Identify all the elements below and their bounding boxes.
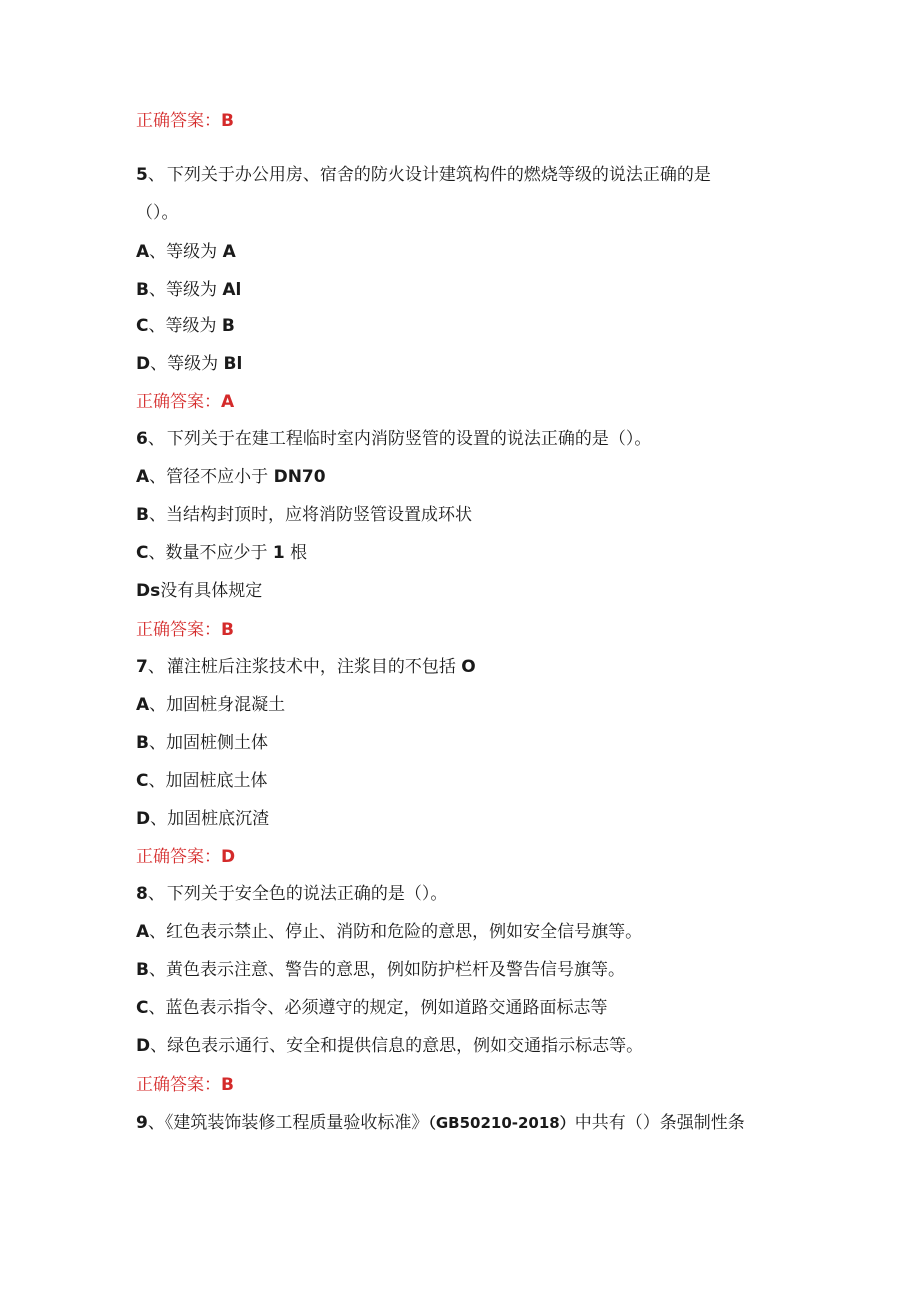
option-key: A xyxy=(136,922,150,942)
option-text: 加固桩底土体 xyxy=(165,771,268,791)
option-text: 等级为 xyxy=(165,316,222,336)
option-text: 数量不应少于 xyxy=(165,543,273,563)
answer-value: D xyxy=(221,847,236,867)
option-sep: 、 xyxy=(149,467,167,487)
answer-label: 正确答案： xyxy=(136,111,221,131)
answer-value: B xyxy=(221,111,234,131)
option-sep: 、 xyxy=(148,960,166,980)
standard-code: （GB50210-2018） xyxy=(428,1114,575,1132)
option-sep: 、 xyxy=(150,354,168,374)
option-b xyxy=(136,280,241,300)
option-key: A xyxy=(136,467,150,487)
option-b xyxy=(136,960,625,980)
option-key: D xyxy=(136,1036,151,1056)
option-key: C xyxy=(136,998,149,1018)
question-tail: O xyxy=(461,657,476,677)
answer-line xyxy=(136,620,234,640)
question-5-continuation xyxy=(136,203,179,223)
option-c xyxy=(136,543,307,563)
option-key: C xyxy=(136,316,149,336)
option-text: 黄色表示注意、警告的意思，例如防护栏杆及警告信号旗等。 xyxy=(165,960,625,980)
question-text: 下列关于办公用房、宿舍的防火设计建筑构件的燃烧等级的说法正确的是 xyxy=(166,165,711,185)
question-5: 5、 下列关于办公用房、宿舍的防火设计建筑构件的燃烧等级的说法正确的是 xyxy=(136,165,711,185)
question-text: 、《建筑装饰装修工程质量验收标准》 xyxy=(147,1113,429,1133)
option-key: B xyxy=(136,505,149,525)
option-sep: 、 xyxy=(148,733,166,753)
option-key: C xyxy=(136,543,149,563)
question-number: 9 xyxy=(136,1113,148,1133)
question-number: 8 xyxy=(136,884,148,904)
option-sep: 、 xyxy=(150,809,168,829)
option-sep: 、 xyxy=(148,771,166,791)
option-text: 管径不应小于 xyxy=(166,467,274,487)
option-tail: B xyxy=(221,316,235,336)
question-text-cont: 中共有（）条强制性条 xyxy=(574,1113,745,1133)
option-key: B xyxy=(136,960,149,980)
answer-value: A xyxy=(221,392,235,412)
answer-line xyxy=(136,1075,234,1095)
option-key: C xyxy=(136,771,149,791)
option-text: 蓝色表示指令、必须遵守的规定，例如道路交通路面标志等 xyxy=(165,998,608,1018)
option-tail: DN70 xyxy=(273,467,326,487)
option-text: 当结构封顶时，应将消防竖管设置成环状 xyxy=(165,505,472,525)
option-text: 等级为 xyxy=(165,280,223,300)
answer-value: B xyxy=(221,620,234,640)
option-tail: Al xyxy=(222,280,242,300)
option-text: 等级为 xyxy=(166,242,223,262)
option-c xyxy=(136,771,267,791)
option-sep: 、 xyxy=(148,505,166,525)
option-key: B xyxy=(136,280,149,300)
option-a xyxy=(136,695,285,715)
option-key: B xyxy=(136,733,149,753)
option-key: A xyxy=(136,695,150,715)
answer-label: 正确答案： xyxy=(136,392,221,412)
option-tail: 1 xyxy=(272,543,285,563)
answer-label: 正确答案： xyxy=(136,620,221,640)
question-text: 下列关于在建工程临时室内消防竖管的设置的说法正确的是（）。 xyxy=(166,429,652,449)
option-sep: 、 xyxy=(149,242,167,262)
option-sep: 、 xyxy=(148,280,166,300)
answer-line xyxy=(136,111,234,131)
answer-line xyxy=(136,392,234,412)
option-text: 没有具体规定 xyxy=(160,581,263,601)
option-b xyxy=(136,505,472,525)
option-sep: 、 xyxy=(150,1036,168,1056)
option-text: 等级为 xyxy=(167,354,224,374)
option-text: 红色表示禁止、停止、消防和危险的意思，例如安全信号旗等。 xyxy=(166,922,643,942)
option-sep: 、 xyxy=(148,543,166,563)
answer-line xyxy=(136,847,235,867)
option-d xyxy=(136,809,269,829)
option-text: 绿色表示通行、安全和提供信息的意思，例如交通指示标志等。 xyxy=(167,1036,644,1056)
option-text: 加固桩底沉渣 xyxy=(167,809,270,829)
option-d xyxy=(136,354,242,374)
option-a xyxy=(136,467,326,487)
option-sep: 、 xyxy=(149,695,167,715)
option-after: 根 xyxy=(284,543,308,563)
option-a xyxy=(136,922,642,942)
option-text: 加固桩身混凝土 xyxy=(166,695,286,715)
option-a xyxy=(136,242,236,262)
option-tail: Bl xyxy=(223,354,243,374)
option-c xyxy=(136,998,607,1018)
question-number: 5 xyxy=(136,165,148,185)
question-7: 7、 灌注桩后注浆技术中，注浆目的不包括 O xyxy=(136,657,476,677)
option-key: D xyxy=(136,354,151,374)
question-text: 下列关于安全色的说法正确的是（）。 xyxy=(166,884,448,904)
option-sep: 、 xyxy=(148,316,166,336)
question-number: 7 xyxy=(136,657,148,677)
option-tail: A xyxy=(222,242,236,262)
answer-label: 正确答案： xyxy=(136,847,221,867)
option-sep: 、 xyxy=(149,922,167,942)
option-text: 加固桩侧土体 xyxy=(165,733,268,753)
option-c xyxy=(136,316,235,336)
question-6: 6、 下列关于在建工程临时室内消防竖管的设置的说法正确的是（）。 xyxy=(136,429,652,449)
answer-value: B xyxy=(221,1075,234,1095)
option-sep: 、 xyxy=(148,998,166,1018)
question-text: 灌注桩后注浆技术中，注浆目的不包括 xyxy=(166,657,462,677)
option-d xyxy=(136,1036,643,1056)
answer-label: 正确答案： xyxy=(136,1075,221,1095)
option-key: Ds xyxy=(136,581,161,601)
option-key: A xyxy=(136,242,150,262)
question-text-cont: （）。 xyxy=(136,203,179,223)
option-d xyxy=(136,581,262,601)
option-b xyxy=(136,733,268,753)
question-8: 8、 下列关于安全色的说法正确的是（）。 xyxy=(136,884,448,904)
option-key: D xyxy=(136,809,151,829)
question-9 xyxy=(136,1113,745,1133)
question-number: 6 xyxy=(136,429,148,449)
